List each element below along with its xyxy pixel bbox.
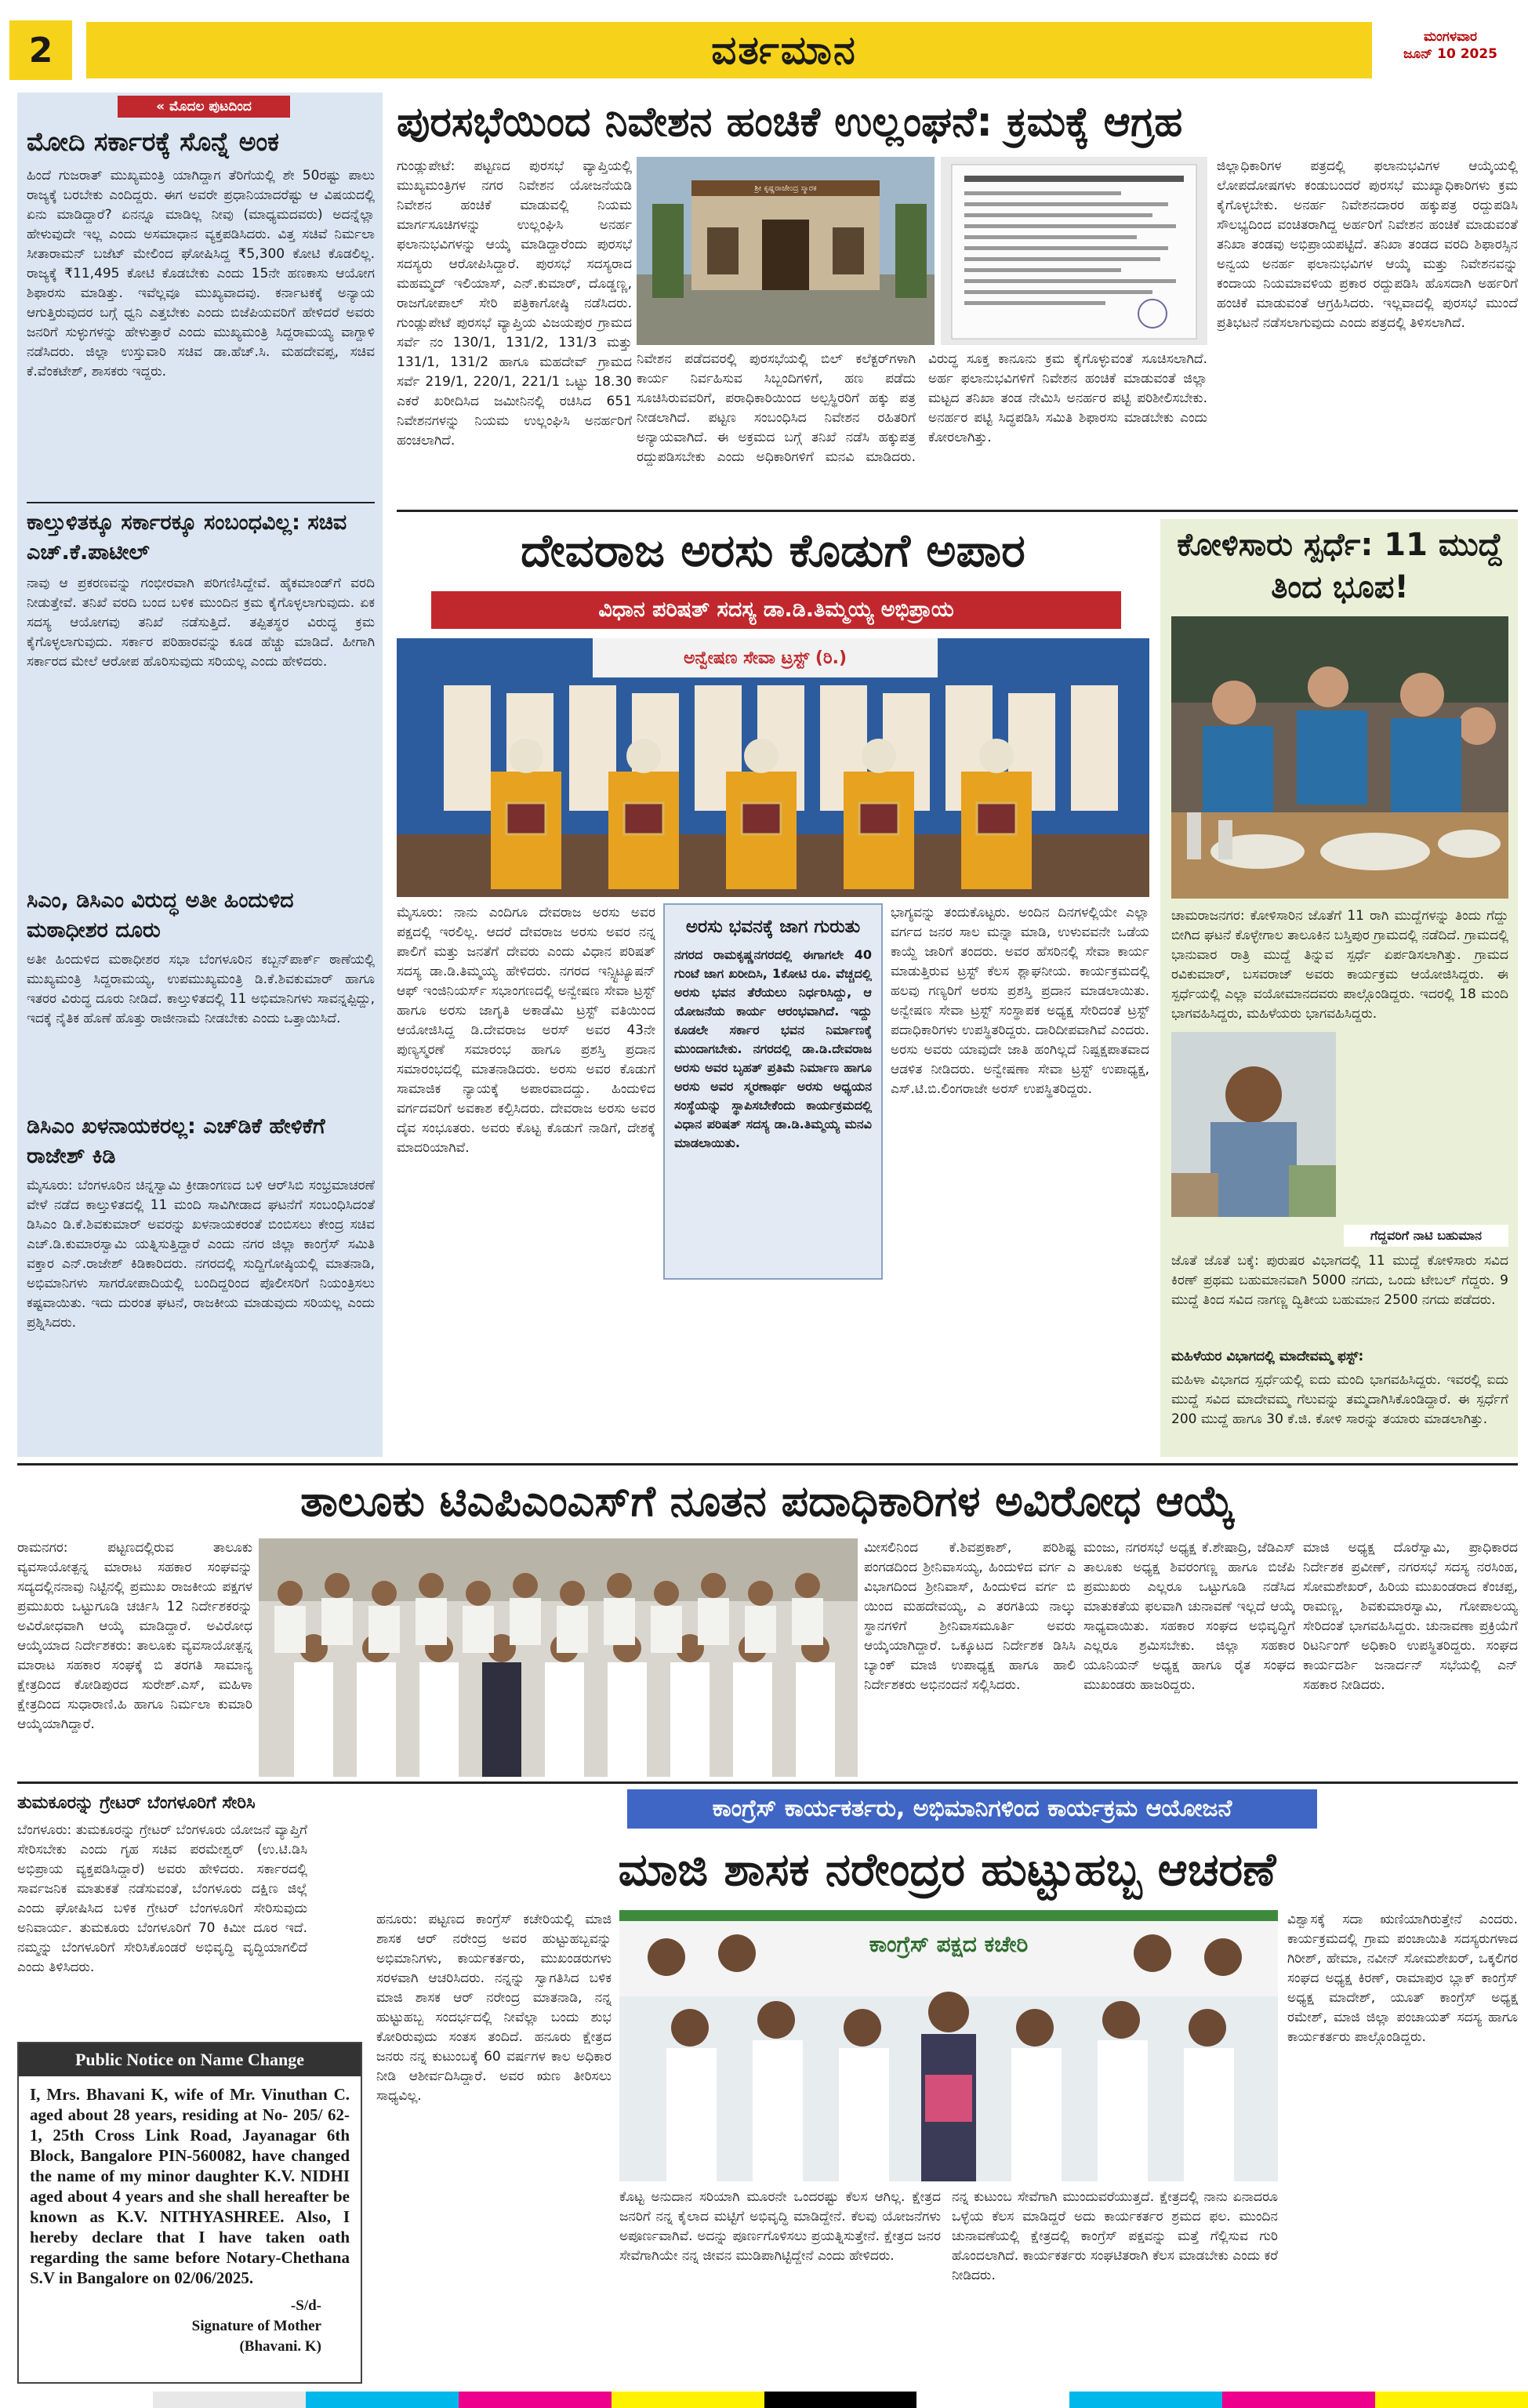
feast-photo (1171, 616, 1508, 899)
sidebar-article-2: ನಾವು ಆ ಪ್ರಕರಣವನ್ನು ಗಂಭೀರವಾಗಿ ಪರಿಗಣಿಸಿದ್ದೇವೆ. ಹೈಕಮಾಂಡ್‌ಗೆ ವರದಿ ನೀಡುತ್ತೇವೆ. ತನಿಖೆ ವರದಿ ಬಂದ ಬಳಿಕ ಮುಂದಿನ ಕ್ರಮ ಕೈಗೊಳ್ಳಲಾಗುವುದು. ಏಕ ಸದಸ್ಯ ಆಯೋಗವು ತನಿಖೆ ನಡೆಸುತ್ತಿದೆ. ತಪ್ಪಿತಸ್ಥರ ವಿರುದ್ಧ ಕ್ರಮ ಕೈಗೊಳ್ಳಲಾಗುವುದು. ಸರ್ಕಾರ ಪರಿಹಾರವನ್ನು ಕೂಡ ಹೆಚ್ಚು ಮಾಡಿದೆ. ಹೀಗಾಗಿ ಸರ್ಕಾರದ ಮೇಲೆ ಆರೋಪ ಹೊರಿಸುವುದು ಸರಿಯಲ್ಲ ಎಂದು ಹೇಳಿದರು. (27, 576, 375, 670)
narendra-col-2: ಕೊಟ್ಟ ಅನುದಾನ ಸರಿಯಾಗಿ ಮೂರನೇ ಒಂದರಷ್ಟು ಕೆಲಸ ಆಗಿಲ್ಲ. ಕ್ಷೇತ್ರದ ಜನರಿಗೆ ನನ್ನ ಕೈಲಾದ ಮಟ್ಟಿಗೆ ಅಭಿವೃದ್ಧಿ ಮಾಡಿದ್ದೇನೆ. ಕೆಲವು ಯೋಜನೆಗಳು ಅಪೂರ್ಣವಾಗಿವೆ. ಅದನ್ನು ಪೂರ್ಣಗೊಳಿಸಲು ಪ್ರಯತ್ನಿಸುತ್ತೇನೆ. ಕ್ಷೇತ್ರದ ಜನರ ಸೇವೆಗಾಗಿಯೇ ನನ್ನ ಜೀವನ ಮುಡಿಪಾಗಿಟ್ಟಿದ್ದೇನೆ ಎಂದು ಹೇಳಿದರು. (619, 2189, 941, 2264)
document-photo (941, 157, 1207, 345)
contestant-photo (1171, 1032, 1336, 1217)
continued-tag-label: ಮೊದಲ ಪುಟದಿಂದ (169, 99, 252, 114)
tapcms-col-4: ಮಾಜಿ ಅಧ್ಯಕ್ಷ ದೊರೆಸ್ವಾಮಿ, ಪ್ರಾಧಿಕಾರದ ನಿರ್ದೇಶಕ ಪ್ರವೀಣ್, ನಗರಸಭೆ ಸದಸ್ಯ ನರಸಿಂಹ, ಸೋಮಶೇಖರ್, ಹಿರಿಯ ಮುಖಂಡರಾದ ಕೆಂಚಪ್ಪ, ರಾಮಣ್ಣ, ಶಿವಕುಮಾರಸ್ವಾಮಿ, ಗೋಪಾಲಯ್ಯ ಸೇರಿದಂತೆ ಭಾಗವಹಿಸಿದ್ದರು. ಚುನಾವಣಾ ಪ್ರಕ್ರಿಯೆಗೆ ರಿಟರ್ನಿಂಗ್ ಅಧಿಕಾರಿ ಉಪಸ್ಥಿತರಿದ್ದರು. ಸಂಘದ ಕಾರ್ಯದರ್ಶಿ ಜನಾರ್ದನ್ ಸಭೆಯಲ್ಲಿ ಎನ್ ಸಹಕಾರ ನೀಡಿದರು. (1303, 1540, 1518, 1693)
top-story-col-3: ಜಿಲ್ಲಾಧಿಕಾರಿಗಳ ಪತ್ರದಲ್ಲಿ ಫಲಾನುಭವಿಗಳ ಆಯ್ಕೆಯಲ್ಲಿ ಲೋಪದೋಷಗಳು ಕಂಡುಬಂದರೆ ಪುರಸಭೆ ಮುಖ್ಯಾಧಿಕಾರಿಗಳು ಕ್ರಮ ಕೈಗೊಳ್ಳಬೇಕು. ಅನರ್ಹ ನಿವೇಶನದಾರರ ಹಕ್ಕುಪತ್ರ ರದ್ದುಪಡಿಸಿ ಸೌಲಭ್ಯದಿಂದ ವಂಚಿತರಾಗಿದ್ದ ಅರ್ಹರಿಗೆ ನಿವೇಶನ ಹಂಚಿಕೆ ಮಾಡುವಂತೆ ತನಿಖಾ ತಂಡವು ಅಭಿಪ್ರಾಯಪಟ್ಟಿದೆ. ತನಿಖಾ ತಂಡದ ವರದಿ ಶಿಫಾರಸ್ಸಿನ ಅನ್ವಯ ಅನರ್ಹ ಫಲಾನುಭವಿಗಳ ಆಯ್ಕೆ ಮತ್ತು ನಿವೇಶನವನ್ನು ಕಂದಾಯ ನಿಯಮಾವಳಿಯ ಪ್ರಕಾರ ರದ್ದುಪಡಿಸಿ ಹೊಸದಾಗಿ ಅರ್ಹರಿಗೆ ಹಂಚಿಕೆ ಮಾಡುವಂತೆ ಆಗ್ರಹಿಸಿದರು. ಇಲ್ಲವಾದಲ್ಲಿ ಪುರಸಭೆ ಮುಂದೆ ಪ್ರತಿಭಟನೆ ನಡೆಸಲಾಗುವುದು ಎಂದು ಪತ್ರದಲ್ಲಿ ತಿಳಿಸಲಾಗಿದೆ. (1217, 158, 1518, 331)
birthday-photo-banner: ಕಾಂಗ್ರೆಸ್ ಪಕ್ಷದ ಕಚೇರಿ (869, 1931, 1029, 1957)
dateline (1380, 28, 1521, 75)
public-notice (17, 2042, 362, 2384)
divider (397, 510, 1518, 512)
narendra-col-1: ಹನೂರು: ಪಟ್ಟಣದ ಕಾಂಗ್ರೆಸ್ ಕಚೇರಿಯಲ್ಲಿ ಮಾಜಿ ಶಾಸಕ ಆರ್ ನರೇಂದ್ರ ಅವರ ಹುಟ್ಟುಹಬ್ಬವನ್ನು ಅಭಿಮಾನಿಗಳು, ಕಾರ್ಯಕರ್ತರು, ಮುಖಂಡರುಗಳು ಸರಳವಾಗಿ ಆಚರಿಸಿದರು. ನನ್ನನ್ನು ಸ್ವಾಗತಿಸಿದ ಬಳಿಕ ಮಾಜಿ ಶಾಸಕ ಆರ್ ನರೇಂದ್ರ ಮಾತನಾಡಿ, ನನ್ನ ಹುಟ್ಟುಹಬ್ಬ ಸಂದರ್ಭದಲ್ಲಿ ನೀವೆಲ್ಲಾ ಬಂದು ಶುಭ ಕೋರಿರುವುದು ಸಂತಸ ತಂದಿದೆ. ಹನೂರು ಕ್ಷೇತ್ರದ ಜನರು ನನ್ನ ಕುಟುಂಬಕ್ಕೆ 60 ವರ್ಷಗಳ ಕಾಲ ಅಧಿಕಾರ ನೀಡಿ ಆಶೀರ್ವದಿಸಿದ್ದಾರೆ. ಅವರ ಋಣ ತೀರಿಸಲು ಸಾಧ್ಯವಿಲ್ಲ. (376, 1912, 612, 2104)
sidebar-article-4: ಮೈಸೂರು: ಬೆಂಗಳೂರಿನ ಚಿನ್ನಸ್ವಾಮಿ ಕ್ರೀಡಾಂಗಣದ ಬಳಿ ಆರ್‌ಸಿಬಿ ಸಂಭ್ರಮಾಚರಣೆ ವೇಳೆ ನಡೆದ ಕಾಲ್ತುಳಿತದಲ್ಲಿ 11 ಮಂದಿ ಸಾವಿಗೀಡಾದ ಘಟನೆಗೆ ಸಂಬಂಧಿಸಿದಂತೆ ಡಿಸಿಎಂ ಡಿ.ಕೆ.ಶಿವಕುಮಾರ್ ಅವರನ್ನು ಖಳನಾಯಕರಂತೆ ಬಿಂಬಿಸಲು ಕೇಂದ್ರ ಸಚಿವ ಎಚ್.ಡಿ.ಕುಮಾರಸ್ವಾಮಿ ಯತ್ನಿಸುತ್ತಿದ್ದಾರೆ ಎಂದು ನಗರ ಜಿಲ್ಲಾ ಕಾಂಗ್ರೆಸ್ ಸಮಿತಿ ವಕ್ತಾರ ಎನ್.ರಾಜೇಶ್ ಕಿಡಿಕಾರಿದರು. ನಗರದಲ್ಲಿ ಸುದ್ದಿಗೋಷ್ಠಿಯಲ್ಲಿ ಮಾತನಾಡಿ, ಅಭಿಮಾನಿಗಳು ಸಾಗರೋಪಾದಿಯಲ್ಲಿ ಬಂದಿದ್ದರಿಂದ ಪೊಲೀಸರಿಗೆ ನಿಯಂತ್ರಿಸಲು ಕಷ್ಟವಾಯಿತು. ಇದು ದುರಂತ ಘಟನೆ, ರಾಜಕೀಯ ಮಾಡುವುದು ಸರಿಯಲ್ಲ ಎಂದು ಪ್ರಶ್ನಿಸಿದರು. (27, 1178, 375, 1331)
devaraj-headline: ದೇವರಾಜ ಅರಸು ಕೊಡುಗೆ ಅಪಾರ (521, 524, 1025, 577)
continued-tag (118, 96, 290, 118)
birthday-photo (619, 1910, 1278, 2181)
top-story-headline: ಪುರಸಭೆಯಿಂದ ನಿವೇಶನ ಹಂಚಿಕೆ ಉಲ್ಲಂಘನೆ: ಕ್ರಮಕ್ಕೆ ಆಗ್ರಹ (397, 99, 1183, 146)
sidebar-headline-2: ಕಾಲ್ತುಳಿತಕ್ಕೂ ಸರ್ಕಾರಕ್ಕೂ ಸಂಬಂಧವಿಲ್ಲ: ಸಚಿವ ಎಚ್.ಕೆ.ಪಾಟೀಲ್ (27, 510, 347, 565)
narendra-headline: ಮಾಜಿ ಶಾಸಕ ನರೇಂದ್ರರ ಹುಟ್ಟುಹಬ್ಬ ಆಚರಣೆ (618, 1843, 1276, 1896)
devaraj-subhead: ವಿಧಾನ ಪರಿಷತ್ ಸದಸ್ಯ ಡಾ.ಡಿ.ತಿಮ್ಮಯ್ಯ ಅಭಿಪ್ರಾಯ (431, 591, 1121, 629)
award-photo-banner: ಅನ್ವೇಷಣ ಸೇವಾ ಟ್ರಸ್ಟ್ (ರಿ.) (683, 648, 847, 668)
public-notice-sign-2: (Bhavani. K) (239, 2338, 321, 2355)
infobox-text: ನಗರದ ರಾಮಕೃಷ್ಣನಗರದಲ್ಲಿ ಈಗಾಗಲೇ 40 ಗುಂಟೆ ಜಾಗ ಖರೀದಿಸಿ, 1ಕೋಟಿ ರೂ. ವೆಚ್ಚದಲ್ಲಿ ಅರಸು ಭವನ ತೆರೆಯಲು ನಿರ್ಧರಿಸಿದ್ದು, ಆ ಯೋಜನೆಯ ಕಾರ್ಯ ಆರಂಭವಾಗಿದೆ. ಇದ್ದು ಕೂಡಲೇ ಸರ್ಕಾರ ಭವನ ನಿರ್ಮಾಣಕ್ಕೆ ಮುಂದಾಗಬೇಕು. ನಗರದಲ್ಲಿ ಡಾ.ಡಿ.ದೇವರಾಜ ಅರಸು ಅವರ ಬೃಹತ್ ಪ್ರತಿಮೆ ನಿರ್ಮಾಣ ಹಾಗೂ ಅರಸು ಅವರ ಸ್ಮರಣಾರ್ಥ ಅರಸು ಅಧ್ಯಯನ ಸಂಸ್ಥೆಯನ್ನು ಸ್ಥಾಪಿಸಬೇಕೆಂದು ಕಾರ್ಯಕ್ರಮದಲ್ಲಿ ವಿಧಾನ ಪರಿಷತ್ ಸದಸ್ಯ ಡಾ.ಡಿ.ತಿಮ್ಮಯ್ಯ ಮನವಿ ಮಾಡಲಾಯಿತು. (674, 947, 872, 1150)
sidebar-article-1: ಹಿಂದೆ ಗುಜರಾತ್ ಮುಖ್ಯಮಂತ್ರಿ ಯಾಗಿದ್ದಾಗ ತೆರಿಗೆಯಲ್ಲಿ ಶೇ 50ರಷ್ಟು ಪಾಲು ರಾಜ್ಯಕ್ಕೆ ಬರಬೇಕು ಎಂದಿದ್ದರು. ಈಗ ಅವರೇ ಪ್ರಧಾನಿಯಾದರೆಷ್ಟು ಆ ವಿಷಯದಲ್ಲಿ ಏನು ಮಾಡಿದ್ದಾರೆ? ಏನನ್ನೂ ಮಾಡಿಲ್ಲ ನೀವು (ಮಾಧ್ಯಮದವರು) ಅದನ್ನೆಲ್ಲಾ ಹೇಳುವುದೇ ಇಲ್ಲ ಎಂದು ಅಸಮಾಧಾನ ವ್ಯಕ್ತಪಡಿಸಿದರು. ವಿತ್ತ ಸಚಿವೆ ನಿರ್ಮಲಾ ಸೀತಾರಾಮನ್ ಬಜೆಟ್ ಮೇಲಿಂದ ಘೋಷಿಸಿದ್ದ ₹5,300 ಕೋಟಿ ಕೊಡಲಿಲ್ಲ. ರಾಜ್ಯಕ್ಕೆ ₹11,495 ಕೋಟಿ ಕೊಡಬೇಕು ಎಂದು 15ನೇ ಹಣಕಾಸು ಆಯೋಗ ಶಿಫಾರಸು ಮಾಡಿತ್ತು. ಇವೆಲ್ಲವೂ ಮುಖ್ಯವಾದವು. ಕರ್ನಾಟಕಕ್ಕೆ ಅನ್ಯಾಯ ಆಗುತ್ತಿರುವುದರ ಬಗ್ಗೆ ಧ್ವನಿ ಎತ್ತಬೇಕು ಎಂದು ಬಿಜೆಪಿಯವರಿಗೆ ಹೇಳಿದರೆ ಅವರು ಜನರಿಗೆ ಸುಳ್ಳುಗಳನ್ನು ಹೇಳುತ್ತಾರೆ ಎಂದು ಮುಖ್ಯಮಂತ್ರಿ ಸಿದ್ದರಾಮಯ್ಯ ವಾಗ್ದಾಳಿ ನಡೆಸಿದರು. ಜಿಲ್ಲಾ ಉಸ್ತುವಾರಿ ಸಚಿವ ಡಾ.ಹೆಚ್.ಸಿ. ಮಹದೇವಪ್ಪ, ಸಚಿವ ಕೆ.ವೆಂಕಟೇಶ್, ಶಾಸಕರು ಇದ್ದರು. (27, 168, 375, 380)
sidebar-headline-1: ಮೋದಿ ಸರ್ಕಾರಕ್ಕೆ ಸೊನ್ನೆ ಅಂಕ (27, 126, 279, 157)
devaraj-col-1: ಮೈಸೂರು: ನಾನು ಎಂದಿಗೂ ದೇವರಾಜ ಅರಸು ಅವರ ಪಕ್ಷದಲ್ಲಿ ಇರಲಿಲ್ಲ. ಆದರೆ ದೇವರಾಜ ಅರಸು ಅವರ ನನ್ನ ಪಾಲಿಗೆ ಮತ್ತು ಜನತೆಗೆ ದೇವರು ಎಂದು ವಿಧಾನ ಪರಿಷತ್ ಸದಸ್ಯ ಡಾ.ಡಿ.ತಿಮ್ಮಯ್ಯ ಹೇಳಿದರು. ನಗರದ ಇನ್ಸ್ಟಿಟ್ಯೂಷನ್ ಆಫ್ ಇಂಜಿನಿಯರ್ಸ್ ಸಭಾಂಗಣದಲ್ಲಿ ಅನ್ವೇಷಣ ಸೇವಾ ಟ್ರಸ್ಟ್ ಹಾಗೂ ಅರಸು ಜಾಗೃತಿ ಅಕಾಡೆಮಿ ಟ್ರಸ್ಟ್ ವತಿಯಿಂದ ಆಯೋಜಿಸಿದ್ದ ಡಿ.ದೇವರಾಜ ಅರಸ್ ಅವರ 43ನೇ ಪುಣ್ಯಸ್ಮರಣೆ ಸಮಾರಂಭ ಹಾಗೂ ಪ್ರಶಸ್ತಿ ಪ್ರದಾನ ಸಮಾರಂಭದಲ್ಲಿ ಮಾತನಾಡಿದರು. ಅರಸು ಅವರ ಕೊಡುಗೆ ಸಾಮಾಜಿಕ ನ್ಯಾಯಕ್ಕೆ ಅಪಾರವಾದದ್ದು. ಹಿಂದುಳಿದ ವರ್ಗದವರಿಗೆ ಅವಕಾಶ ಕಲ್ಪಿಸಿದರು. ದೇವರಾಜ ಅರಸು ಅವರ ದೈವ ಸಂಭೂತರು. ಅವರು ಕೊಟ್ಟ ಕೊಡುಗೆ ನಾಡಿಗೆ, ದೇಶಕ್ಕೆ ಮಾದರಿಯಾಗಿವೆ. (397, 905, 655, 1156)
print-color-bar (0, 2392, 1528, 2408)
temple-sign: ಶ್ರೀ ಕೃಷ್ಣರಾಜೇಂದ್ರ ಸ್ಮಾರಕ (754, 184, 817, 193)
sidebar-headline-4: ಡಿಸಿಎಂ ಖಳನಾಯಕರಲ್ಲ: ಎಚ್‌ಡಿಕೆ ಹೇಳಿಕೆಗೆ ರಾಜೇಶ್ ಕಿಡಿ (27, 1114, 325, 1168)
tapcms-col-3: ಮಂಜು, ನಗರಸಭೆ ಅಧ್ಯಕ್ಷ ಕೆ.ಶೇಷಾದ್ರಿ, ಜೆಡಿಎಸ್ ತಾಲೂಕು ಅಧ್ಯಕ್ಷ ಶಿವರಂಗಣ್ಣ ಹಾಗೂ ಬಿಜೆಪಿ ಪ್ರಮುಖರು ಎಲ್ಲರೂ ಒಟ್ಟುಗೂಡಿ ನಡೆಸಿದ ಮಾತುಕತೆಯ ಫಲವಾಗಿ ಚುನಾವಣೆ ಇಲ್ಲದೆ ಆಯ್ಕೆ ಸಾಧ್ಯವಾಯಿತು. ಸಹಕಾರ ಸಂಘದ ಅಭಿವೃದ್ಧಿಗೆ ಎಲ್ಲರೂ ಶ್ರಮಿಸಬೇಕು. ಜಿಲ್ಲಾ ಸಹಕಾರ ಯೂನಿಯನ್ ಅಧ್ಯಕ್ಷ ಹಾಗೂ ರೈತ ಸಂಘದ ಮುಖಂಡರು ಹಾಜರಿದ್ದರು. (1083, 1540, 1295, 1693)
chevron-left-icon: « (156, 99, 165, 114)
infobox-title: ಅರಸು ಭವನಕ್ಕೆ ಜಾಗ ಗುರುತು (685, 917, 861, 937)
kolisaru-text-1b (1344, 1032, 1508, 1217)
narendra-col-3: ನನ್ನ ಕುಟುಂಬ ಸೇವೆಗಾಗಿ ಮುಂದುವರೆಯುತ್ತದೆ. ಕ್ಷೇತ್ರದಲ್ಲಿ ನಾನು ಏನಾದರೂ ಒಳ್ಳೆಯ ಕೆಲಸ ಮಾಡಿದ್ದರೆ ಅದು ಕಾರ್ಯಕರ್ತರ ಶ್ರಮದ ಫಲ. ಮುಂದಿನ ಚುನಾವಣೆಯಲ್ಲಿ ಕ್ಷೇತ್ರದಲ್ಲಿ ಕಾಂಗ್ರೆಸ್ ಪಕ್ಷವನ್ನು ಮತ್ತೆ ಗೆಲ್ಲಿಸುವ ಗುರಿ ಹೊಂದಲಾಗಿದೆ. ಕಾರ್ಯಕರ್ತರು ಸಂಘಟಿತರಾಗಿ ಕೆಲಸ ಮಾಡಬೇಕು ಎಂದು ಕರೆ ನೀಡಿದರು. (952, 2189, 1278, 2283)
masthead (0, 0, 1528, 94)
devaraj-col-2: ಭಾಗ್ಯವನ್ನು ತಂದುಕೊಟ್ಟರು. ಅಂದಿನ ದಿನಗಳಲ್ಲಿಯೇ ಎಲ್ಲಾ ವರ್ಗದ ಜನರ ಸಾಲ ಮನ್ನಾ ಮಾಡಿ, ಉಳುವವನೇ ಒಡೆಯ ಕಾಯ್ದೆ ಜಾರಿಗೆ ತಂದರು. ಅವರ ಹೆಸರಿನಲ್ಲಿ ಸೇವಾ ಕಾರ್ಯ ಮಾಡುತ್ತಿರುವ ಟ್ರಸ್ಟ್ ಕೆಲಸ ಶ್ಲಾಘನೀಯ. ಕಾರ್ಯಕ್ರಮದಲ್ಲಿ ಹಲವು ಗಣ್ಯರಿಗೆ ಅರಸು ಪ್ರಶಸ್ತಿ ಪ್ರದಾನ ಮಾಡಲಾಯಿತು. ಅನ್ವೇಷಣ ಸೇವಾ ಟ್ರಸ್ಟ್ ಸಂಸ್ಥಾಪಕ ಅಧ್ಯಕ್ಷ ಸೇರಿದಂತೆ ಟ್ರಸ್ಟ್ ಪದಾಧಿಕಾರಿಗಳು ಉಪಸ್ಥಿತರಿದ್ದರು. ದಾರಿದೀಪವಾಗಿವೆ ಎಂದರು. ಅರಸು ಅವರು ಯಾವುದೇ ಜಾತಿ ಹಂಗಿಲ್ಲದೆ ನಿಷ್ಪಕ್ಷಪಾತವಾದ ಆಡಳಿತ ನೀಡಿದರು. ಅನ್ವೇಷಣಾ ಸೇವಾ ಟ್ರಸ್ಟ್ ಉಪಾಧ್ಯಕ್ಷ, ಎಸ್.ಟಿ.ಬಿ.ಲಿಂಗರಾಜೇ ಅರಸ್ ಉಪಸ್ಥಿತರಿದ್ದರು. (891, 905, 1149, 1097)
top-story-col-2: ನಿವೇಶನ ಪಡೆದವರಲ್ಲಿ ಪುರಸಭೆಯಲ್ಲಿ ಬಿಲ್ ಕಲೆಕ್ಟರ್‌ಗಳಾಗಿ ಕಾರ್ಯ ನಿರ್ವಹಿಸುವ ಸಿಬ್ಬಂದಿಗಳಿಗೆ, ಹಣ ಪಡೆದು ಸೂಚಿಸಿರುವವರಿಗೆ, ಪರಾಧಿಕಾರಿಯಿಂದ ಅಲ್ಪಸ್ಥಿರರಿಗೆ ಹಕ್ಕು ಪತ್ರ ನೀಡಲಾಗಿದೆ. ಪಟ್ಟಣ ಸಂಬಂಧಿಸಿದ ನಿವೇಶನ ರಹಿತರಿಗೆ ಅನ್ಯಾಯವಾಗಿದೆ. ಈ ಅಕ್ರಮದ ಬಗ್ಗೆ ತನಿಖೆ ನಡೆಸಿ ಹಕ್ಕುಪತ್ರ ರದ್ದುಪಡಿಸಬೇಕು ಎಂದು ಅಧಿಕಾರಿಗಳಿಗೆ ಮನವಿ ಮಾಡಿದರು. ವಿರುದ್ಧ ಸೂಕ್ತ ಕಾನೂನು ಕ್ರಮ ಕೈಗೊಳ್ಳುವಂತೆ ಸೂಚಿಸಲಾಗಿದೆ. ಅರ್ಹ ಫಲಾನುಭವಿಗಳಿಗೆ ನಿವೇಶನ ಹಂಚಿಕೆ ಮಾಡುವಂತೆ ಜಿಲ್ಲಾ ಮಟ್ಟದ ತನಿಖಾ ತಂಡ ನೇಮಿಸಿ ಅನರ್ಹರ ಪಟ್ಟಿ ಪರಿಶೀಲಿಸಬೇಕು. ಅನರ್ಹರ ಪಟ್ಟಿ ಸಿದ್ಧಪಡಿಸಿ ಸಮಿತಿ ಶಿಫಾರಸು ಮಾಡಬೇಕು ಎಂದು ಕೋರಲಾಗಿತ್ತು. (637, 351, 1207, 465)
kolisaru-subhead: ಗೆದ್ದವರಿಗೆ ನಾಟಿ ಬಹುಮಾನ (1344, 1225, 1508, 1247)
tapcms-headline: ತಾಲೂಕು ಟಿಎಪಿಎಂಎಸ್‌ಗೆ ನೂತನ ಪದಾಧಿಕಾರಿಗಳ ಅವಿರೋಧ ಆಯ್ಕೆ (300, 1476, 1235, 1526)
divider (17, 1463, 1518, 1466)
page-number: 2 (9, 20, 72, 80)
public-notice-sd: -S/d- (290, 2297, 321, 2314)
divider (17, 1781, 1518, 1784)
public-notice-sign-1: Signature of Mother (191, 2318, 321, 2334)
sidebar-article-3: ಅತೀ ಹಿಂದುಳಿದ ಮಠಾಧೀಶರ ಸಭಾ ಬೆಂಗಳೂರಿನ ಕಬ್ಬನ್‌ಪಾರ್ಕ್ ಠಾಣೆಯಲ್ಲಿ ಮುಖ್ಯಮಂತ್ರಿ ಸಿದ್ದರಾಮಯ್ಯ, ಉಪಮುಖ್ಯಮಂತ್ರಿ ಡಿ.ಕೆ.ಶಿವಕುಮಾರ್ ಹಾಗೂ ಇತರರ ವಿರುದ್ಧ ದೂರು ನೀಡಿದೆ. ಕಾಲ್ತುಳಿತದಲ್ಲಿ 11 ಅಭಿಮಾನಿಗಳು ಸಾವನ್ನಪ್ಪಿದ್ದು, ಇದಕ್ಕೆ ನೈತಿಕ ಹೊಣೆ ಹೊತ್ತು ರಾಜೀನಾಮೆ ನೀಡಬೇಕು ಎಂದು ಒತ್ತಾಯಿಸಿದೆ. (27, 952, 375, 1026)
award-group-photo (397, 638, 1149, 897)
top-story-col-1: ಗುಂಡ್ಲುಪೇಟೆ: ಪಟ್ಟಣದ ಪುರಸಭೆ ವ್ಯಾಪ್ತಿಯಲ್ಲಿ ಮುಖ್ಯಮಂತ್ರಿಗಳ ನಗರ ನಿವೇಶನ ಯೋಜನೆಯಡಿ ನಿವೇಶನ ಹಂಚಿಕೆ ಮಾಡುವಲ್ಲಿ ನಿಯಮ ಮಾರ್ಗಸೂಚಿಗಳನ್ನು ಉಲ್ಲಂಘಿಸಿ ಅನರ್ಹ ಫಲಾನುಭವಿಗಳನ್ನು ಆಯ್ಕೆ ಮಾಡಿದ್ದಾರೆಂದು ಪುರಸಭೆ ಸದಸ್ಯರು ಆರೋಪಿಸಿದ್ದಾರೆ. ಪುರಸಭೆ ಸದಸ್ಯರಾದ ಮಹಮ್ಮದ್ ಇಲಿಯಾಸ್, ಎನ್.ಕುಮಾರ್, ದೊಡ್ಡಣ್ಣ, ರಾಜಗೋಪಾಲ್ ಸೇರಿ ಪತ್ರಿಕಾಗೋಷ್ಠಿ ನಡೆಸಿದರು. ಗುಂಡ್ಲುಪೇಟೆ ಪುರಸಭೆ ವ್ಯಾಪ್ತಿಯ ವಿಜಯಪುರ ಗ್ರಾಮದ ಸರ್ವೆ ನಂ 130/1, 131/2, 131/3 ಮತ್ತು 131/1, 131/2 ಹಾಗೂ ಮಹದೇವ್ ಗ್ರಾಮದ ಸರ್ವೆ 219/1, 220/1, 221/1 ಒಟ್ಟು 18.30 ಎಕರೆ ಖರೀದಿಸಿದ ಜಮೀನಿನಲ್ಲಿ ರಚಿಸಿದ 651 ನಿವೇಶನಗಳನ್ನು ನಿಯಮ ಉಲ್ಲಂಘಿಸಿ ಅನರ್ಹರಿಗೆ ಹಂಚಲಾಗಿದೆ. (397, 158, 632, 449)
kolisaru-text-3: ಮಹಿಳಾ ವಿಭಾಗದ ಸ್ಪರ್ಧೆಯಲ್ಲಿ ಐದು ಮಂದಿ ಭಾಗವಹಿಸಿದ್ದರು. ಇವರಲ್ಲಿ ಐದು ಮುದ್ದೆ ಸವಿದ ಮಾದೇವಮ್ಮ ಗೆಲುವನ್ನು ತಮ್ಮದಾಗಿಸಿಕೊಂಡಿದ್ದಾರೆ. ಈ ಸ್ಪರ್ಧೆಗೆ 200 ಮುದ್ದೆ ಹಾಗೂ 30 ಕೆ.ಜಿ. ಕೋಳಿ ಸಾರನ್ನು ತಯಾರು ಮಾಡಲಾಗಿತ್ತು. (1171, 1372, 1508, 1427)
public-notice-body: I, Mrs. Bhavani K, wife of Mr. Vinuthan C. aged about 28 years, residing at No- 205/ 62-1, 25th Cross Link Road, Jayanagar 6th Block, Bangalore PIN-560082, have changed the name of my minor daughter K.V. NIDHI aged about 4 years and she shall hereafter be known as K.V. NITHYASHREE. Also, I hereby declare that I have taken oath regarding the same before Notary-Chethana S.V in Bangalore on 02/06/2025. (30, 2085, 350, 2287)
temple-photo (637, 157, 935, 345)
paper-name: ವರ್ತಮಾನ (711, 27, 857, 73)
kolisaru-text-1: ಚಾಮರಾಜನಗರ: ಕೋಳಿಸಾರಿನ ಜೊತೆಗೆ 11 ರಾಗಿ ಮುದ್ದೆಗಳನ್ನು ತಿಂದು ಗೆದ್ದು ಬೀಗಿದ ಘಟನೆ ಕೊಳ್ಳೇಗಾಲ ತಾಲೂಕಿನ ಬಸ್ತಿಪುರ ಗ್ರಾಮದಲ್ಲಿ ನಡೆದಿದೆ. ಗ್ರಾಮದಲ್ಲಿ ಭಾನುವಾರ ರಾತ್ರಿ ಮುದ್ದೆ ತಿನ್ನುವ ಸ್ಪರ್ಧೆ ಏರ್ಪಡಿಸಲಾಗಿತ್ತು. ಗ್ರಾಮದ ರವಿಕುಮಾರ್, ಬಸವರಾಜ್ ಅವರು ಕಾರ್ಯಕ್ರಮ ಆಯೋಜಿಸಿದ್ದರು. ಈ ಸ್ಪರ್ಧೆಯಲ್ಲಿ ಎಲ್ಲಾ ವಯೋಮಾನದವರು ಪಾಲ್ಗೊಂಡಿದ್ದರು. ಇದರಲ್ಲಿ 18 ಮಂದಿ ಭಾಗವಹಿಸಿದ್ದರು, ಮಹಿಳೆಯರು ಭಾಗವಹಿಸಿದ್ದರು. (1171, 908, 1508, 1022)
public-notice-title: Public Notice on Name Change (19, 2043, 361, 2076)
dateline-date: ಜೂನ್ 10 2025 (1403, 46, 1498, 62)
kolisaru-headline: ಕೋಳಿಸಾರು ಸ್ಪರ್ಧೆ: 11 ಮುದ್ದೆ ತಿಂದ ಭೂಪ! (1177, 527, 1503, 605)
tumakuru-headline: ತುಮಕೂರನ್ನು ಗ್ರೇಟರ್ ಬೆಂಗಳೂರಿಗೆ ಸೇರಿಸಿ (17, 1793, 256, 1813)
narendra-banner: ಕಾಂಗ್ರೆಸ್ ಕಾರ್ಯಕರ್ತರು, ಅಭಿಮಾನಿಗಳಿಂದ ಕಾರ್ಯಕ್ರಮ ಆಯೋಜನೆ (627, 1789, 1317, 1829)
divider (27, 502, 375, 503)
tumakuru-text: ಬೆಂಗಳೂರು: ತುಮಕೂರನ್ನು ಗ್ರೇಟರ್ ಬೆಂಗಳೂರು ಯೋಜನೆ ವ್ಯಾಪ್ತಿಗೆ ಸೇರಿಸಬೇಕು ಎಂದು ಗೃಹ ಸಚಿವ ಪರಮೇಶ್ವರ್ (ಉ.ಟಿ.ಡಿಸಿ ಅಭಿಪ್ರಾಯ ವ್ಯಕ್ತಪಡಿಸಿದ್ದಾರೆ) ಅವರು ಹೇಳಿದರು. ಸರ್ಕಾರದಲ್ಲಿ ಸಾರ್ವಜನಿಕ ಮಾತುಕತೆ ನಡೆಸುವಂತೆ, ಬೆಂಗಳೂರು ದಕ್ಷಿಣ ಜಿಲ್ಲೆ ಎಂದು ಘೋಷಿಸಿದ ಬಳಿಕ ಗ್ರೇಟರ್ ಬೆಂಗಳೂರಿಗೆ ಸೇರಿಸುವುದು ಅನಿವಾರ್ಯ. ತುಮಕೂರು ಬೆಂಗಳೂರಿಗೆ 70 ಕಿಮೀ ದೂರ ಇದೆ. ನಮ್ಮನ್ನು ಬೆಂಗಳೂರಿಗೆ ಸೇರಿಸಿಕೊಂಡರೆ ಅಭಿವೃದ್ಧಿ ವೃದ್ಧಿಯಾಗಲಿದೆ ಎಂದು ತಿಳಿಸಿದರು. (17, 1822, 307, 1975)
tapcms-group-photo (259, 1538, 858, 1777)
narendra-col-4: ವಿಶ್ವಾಸಕ್ಕೆ ಸದಾ ಋಣಿಯಾಗಿರುತ್ತೇನೆ ಎಂದರು. ಕಾರ್ಯಕ್ರಮದಲ್ಲಿ ಗ್ರಾಮ ಪಂಚಾಯಿತಿ ಸದಸ್ಯರುಗಳಾದ ಗಿರೀಶ್, ಹೇಮಾ, ನವೀನ್ ಸೋಮಶೇಖರ್, ಒಕ್ಕಲಿಗರ ಸಂಘದ ಅಧ್ಯಕ್ಷ ಕಿರಣ್, ರಾಮಾಪುರ ಬ್ಲಾಕ್ ಕಾಂಗ್ರೆಸ್ ಅಧ್ಯಕ್ಷ ಮಾದೇಶ್, ಯೂತ್ ಕಾಂಗ್ರೆಸ್ ಅಧ್ಯಕ್ಷ ರಮೇಶ್, ಮಾಜಿ ಜಿಲ್ಲಾ ಪಂಚಾಯತ್ ಸದಸ್ಯ ಹಾಗೂ ಕಾರ್ಯಕರ್ತರು ಪಾಲ್ಗೊಂಡಿದ್ದರು. (1287, 1912, 1518, 2045)
sidebar-headline-3: ಸಿಎಂ, ಡಿಸಿಎಂ ವಿರುದ್ಧ ಅತೀ ಹಿಂದುಳಿದ ಮಠಾಧೀಶರ ದೂರು (27, 888, 294, 942)
arasu-bhavana-box (663, 903, 883, 1280)
tapcms-col-1: ರಾಮನಗರ: ಪಟ್ಟಣದಲ್ಲಿರುವ ತಾಲೂಕು ವ್ಯವಸಾಯೋತ್ಪನ್ನ ಮಾರಾಟ ಸಹಕಾರ ಸಂಘವನ್ನು ಸದ್ಯದಲ್ಲಿನನಾವು ನಿಟ್ಟಿನಲ್ಲಿ ಪ್ರಮುಖ ರಾಜಕೀಯ ಪಕ್ಷಗಳ ಪ್ರಮುಖರು ಒಟ್ಟುಗೂಡಿ ಚರ್ಚಿಸಿ 12 ನಿರ್ದೇಶಕರನ್ನು ಅವಿರೋಧವಾಗಿ ಆಯ್ಕೆ ಮಾಡಿದ್ದಾರೆ. ಅವಿರೋಧ ಆಯ್ಕೆಯಾದ ನಿರ್ದೇಶಕರು: ತಾಲೂಕು ವ್ಯವಸಾಯೋತ್ಪನ್ನ ಮಾರಾಟ ಸಹಕಾರ ಸಂಘಕ್ಕೆ ಬಿ ತರಗತಿ ಸಾಮಾನ್ಯ ಕ್ಷೇತ್ರದಿಂದ ಕೋಡಿಪುರದ ಸುರೇಶ್.ಎಸ್, ಮಹಿಳಾ ಕ್ಷೇತ್ರದಿಂದ ಸುಧಾರಾಣಿ.ಹಿ ಹಾಗೂ ನಿರ್ಮಲಾ ಕುಮಾರಿ ಆಯ್ಕೆಯಾಗಿದ್ದಾರೆ. (17, 1540, 252, 1732)
dateline-day: ಮಂಗಳವಾರ (1423, 29, 1478, 45)
tapcms-col-2: ಮೀಸಲಿನಿಂದ ಕೆ.ಶಿವಪ್ರಕಾಶ್, ಪರಿಶಿಷ್ಟ ಪಂಗಡದಿಂದ ಶ್ರೀನಿವಾಸಯ್ಯ, ಹಿಂದುಳಿದ ವರ್ಗ ಎ ವಿಭಾಗದಿಂದ ಶ್ರೀನಿವಾಸ್, ಹಿಂದುಳಿದ ವರ್ಗ ಬಿ ಯಿಂದ ಮಹದೇವಯ್ಯ, ಎ ತರಗತಿಯ ನಾಲ್ಕು ಸ್ಥಾನಗಳಿಗೆ ಶ್ರೀನಿವಾಸಮೂರ್ತಿ ಅವರು ಆಯ್ಕೆಯಾಗಿದ್ದಾರೆ. ಒಕ್ಕೂಟದ ನಿರ್ದೇಶಕ ಡಿಸಿಸಿ ಬ್ಯಾಂಕ್ ಮಾಜಿ ಉಪಾಧ್ಯಕ್ಷ ಹಾಗೂ ಹಾಲಿ ನಿರ್ದೇಶಕರು ಅಭಿನಂದನೆ ಸಲ್ಲಿಸಿದರು. (864, 1540, 1076, 1693)
kolisaru-subhead-2: ಮಹಿಳೆಯರ ವಿಭಾಗದಲ್ಲಿ ಮಾದೇವಮ್ಮ ಫಸ್ಟ್: (1171, 1349, 1364, 1364)
kolisaru-text-2: ಜೊತೆ ಜೊತೆ ಬಕ್ಕೆ: ಪುರುಷರ ವಿಭಾಗದಲ್ಲಿ 11 ಮುದ್ದೆ ಕೋಳಿಸಾರು ಸವಿದ ಕಿರಣ್ ಪ್ರಥಮ ಬಹುಮಾನವಾಗಿ 5000 ನಗದು, ಒಂದು ಟೇಬಲ್ ಗೆದ್ದರು. 9 ಮುದ್ದೆ ತಿಂದ ಸವಿದ ನಾಗಣ್ಣ ದ್ವಿತೀಯ ಬಹುಮಾನ 2500 ನಗದು ಪಡೆದರು. (1171, 1253, 1508, 1308)
